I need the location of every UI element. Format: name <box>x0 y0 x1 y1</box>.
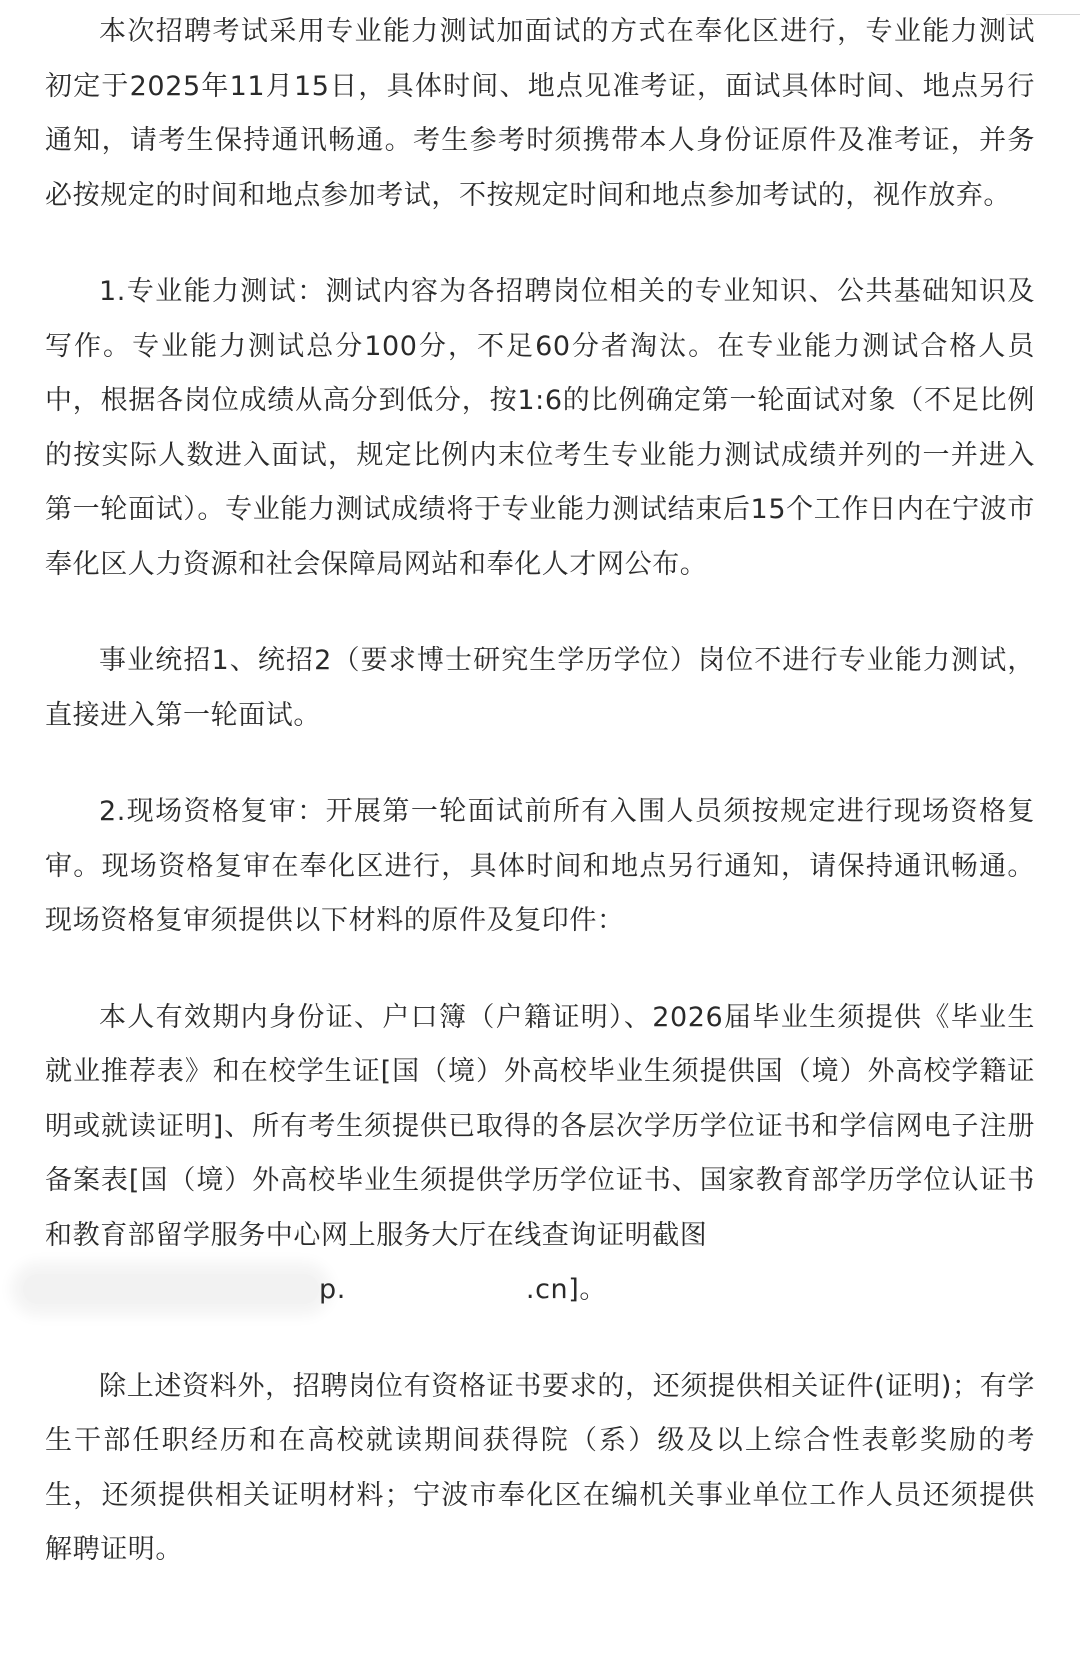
article-body <box>45 5 1035 1620</box>
url-fragment-start: p. <box>319 1274 346 1305</box>
paragraph-exam-arrangement <box>45 5 1035 223</box>
paragraph-professional-test <box>45 265 1035 592</box>
url-fragment-end: .cn]。 <box>525 1274 607 1305</box>
paragraph-text: 除上述资料外，招聘岗位有资格证书要求的，还须提供相关证件(证明)；有学生干部任职经历和在高校就读期间获得院（系）级及以上综合性表彰奖励的考生，还须提供相关证明材料；宁波市奉化区在编机关事业单位工作人员还须提供解聘证明。 <box>45 1370 1035 1565</box>
paragraph-required-materials <box>45 991 1035 1318</box>
paragraph-text: 本人有效期内身份证、户口簿（户籍证明）、2026届毕业生须提供《毕业生就业推荐表》和在校学生证[国（境）外高校毕业生须提供国（境）外高校学籍证明或就读证明]、所有考生须提供已取得的各层次学历学位证书和学信网电子注册备案表[国（境）外高校毕业生须提供学历学位证书、国家教育部学历学位认证书和教育部留学服务中心网上服务大厅在线查询证明截图 <box>45 1001 1035 1251</box>
paragraph-additional-certificates <box>45 1360 1035 1578</box>
paragraph-qualification-review <box>45 785 1035 949</box>
paragraph-text: 事业统招1、统招2（要求博士研究生学历学位）岗位不进行专业能力测试，直接进入第一轮面试。 <box>45 645 1035 731</box>
redacted-url-mask <box>23 1274 319 1304</box>
paragraph-text: 本次招聘考试采用专业能力测试加面试的方式在奉化区进行，专业能力测试初定于2025年11月15日，具体时间、地点见准考证，面试具体时间、地点另行通知，请考生保持通讯畅通。考生参考时须携带本人身份证原件及准考证，并务必按规定的时间和地点参加考试，不按规定时间和地点参加考试的，视作放弃。 <box>45 16 1035 211</box>
paragraph-text: 1.专业能力测试：测试内容为各招聘岗位相关的专业知识、公共基础知识及写作。专业能力测试总分100分，不足60分者淘汰。在专业能力测试合格人员中，根据各岗位成绩从高分到低分，按1:6的比例确定第一轮面试对象（不足比例的按实际人数进入面试，规定比例内末位考生专业能力测试成绩并列的一并进入第一轮面试）。专业能力测试成绩将于专业能力测试结束后15个工作日内在宁波市奉化区人力资源和社会保障局网站和奉化人才网公布。 <box>45 276 1035 580</box>
paragraph-phd-exemption <box>45 634 1035 743</box>
paragraph-text: 2.现场资格复审：开展第一轮面试前所有入围人员须按规定进行现场资格复审。现场资格复审在奉化区进行，具体时间和地点另行通知，请保持通讯畅通。现场资格复审须提供以下材料的原件及复印件： <box>45 796 1035 936</box>
